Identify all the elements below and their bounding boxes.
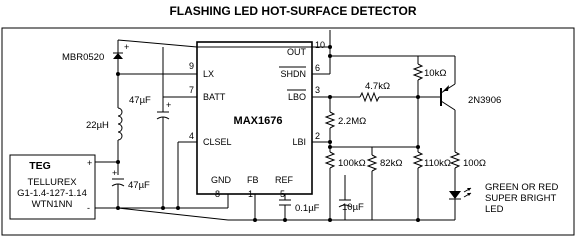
pin-fb-label: FB	[247, 175, 259, 185]
resistor-2m2-label: 2.2MΩ	[338, 116, 367, 127]
pin-lbi-label: LBI	[292, 137, 306, 147]
resistor-110k-label: 110kΩ	[424, 158, 451, 169]
teg-part: WTN1NN	[31, 199, 73, 210]
node-110k-bottom	[416, 218, 420, 222]
resistor-10k	[414, 64, 422, 80]
resistor-2m2	[326, 112, 334, 128]
resistor-100k	[326, 152, 334, 168]
inductor-22uh	[118, 108, 122, 140]
resistor-82k-label: 82kΩ	[380, 158, 403, 169]
led-label-line2: SUPER BRIGHT	[485, 193, 557, 204]
ground-diag	[118, 208, 228, 220]
pin-fb-num: 1	[248, 189, 254, 199]
resistor-4k7-label: 4.7kΩ	[365, 81, 391, 92]
node-out	[328, 45, 332, 49]
resistor-82k	[368, 155, 376, 171]
pin-gnd-label: GND	[211, 175, 231, 185]
diagram-title: FLASHING LED HOT-SURFACE DETECTOR	[169, 4, 417, 18]
node-lbi	[328, 140, 332, 144]
teg-model: G1-1.4-127-1.14	[17, 188, 87, 199]
node-fb	[253, 218, 257, 222]
cap-teg-label: 47µF	[128, 180, 150, 191]
resistor-100r-label: 100Ω	[463, 158, 486, 169]
pin-shdn-num: 6	[315, 63, 321, 73]
pin-lx-label: LX	[203, 69, 215, 79]
pin-ref-label: REF	[275, 175, 293, 185]
pin-lbo-num: 3	[315, 85, 321, 95]
led-label-line1: GREEN OR RED	[485, 182, 559, 193]
resistor-4k7	[360, 93, 379, 101]
teg-plus: +	[87, 158, 93, 168]
node-cap-fb	[283, 218, 287, 222]
ic-name: MAX1676	[233, 115, 283, 127]
diode-plus: +	[124, 42, 130, 52]
wire-out-rail	[118, 40, 197, 47]
pin-lbo-label: LBO	[287, 92, 306, 102]
pin-clsel-num: 4	[189, 131, 195, 141]
node-gnd-2	[161, 206, 165, 210]
node-teg-plus	[116, 160, 120, 164]
resistor-110k	[414, 152, 422, 168]
inductor-label: 22µH	[86, 120, 109, 131]
pin-batt-label: BATT	[203, 92, 226, 102]
pin-clsel-label: CLSEL	[203, 137, 232, 147]
cap-batt-plus: +	[166, 100, 172, 110]
pin-ref-num: 5	[280, 189, 286, 199]
cap-fb-label: 0.1µF	[295, 203, 320, 214]
node-rail	[328, 54, 332, 58]
cap-10uf-label: 10µF	[342, 202, 364, 213]
node-mid	[328, 145, 332, 149]
led	[449, 191, 461, 199]
transistor-arrow	[443, 85, 449, 91]
pin-batt-num: 7	[189, 85, 195, 95]
resistor-10k-label: 10kΩ	[424, 68, 447, 79]
teg-minus: -	[87, 203, 90, 213]
pin-lx-num: 9	[189, 61, 195, 71]
pin-shdn-label: SHDN	[280, 69, 306, 79]
pin-lbi-num: 2	[315, 131, 321, 141]
pin-gnd-num: 8	[215, 189, 221, 199]
transistor-label: 2N3906	[468, 95, 502, 106]
resistor-100r	[451, 152, 459, 168]
diode-label: MBR0520	[62, 52, 105, 63]
node-gnd-3	[176, 206, 180, 210]
teg-maker: TELLUREX	[27, 177, 77, 188]
teg-name: TEG	[29, 160, 51, 172]
pin-out-num: 10	[315, 40, 326, 50]
pin-out-label: OUT	[287, 47, 306, 57]
cap-teg-plus: +	[112, 168, 118, 178]
resistor-100k-label: 100kΩ	[338, 158, 366, 169]
transistor-collector-leg	[441, 101, 455, 110]
led-label-line3: LED	[485, 204, 504, 215]
diode-mbr0520	[113, 53, 123, 59]
node-110k	[416, 145, 420, 149]
node-lx	[116, 72, 120, 76]
cap-batt-label: 47µF	[129, 95, 151, 106]
node-100k-bottom	[328, 218, 332, 222]
